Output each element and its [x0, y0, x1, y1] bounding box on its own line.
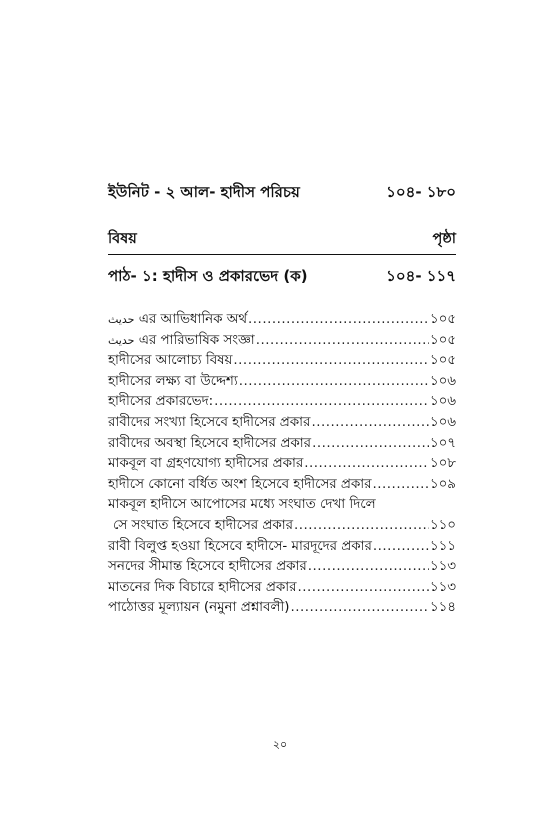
- unit-title: ইউনিট - ২ আল- হাদীস পরিচয়: [108, 183, 300, 201]
- toc-entry-page: ১০৬: [429, 394, 456, 410]
- toc-entry-title: রাবীদের অবস্থা হিসেবে হাদীসের প্রকার: [108, 435, 312, 451]
- dot-leader: [373, 539, 429, 554]
- toc-entry-continuation: [108, 515, 456, 536]
- dot-leader: [373, 477, 429, 492]
- toc-entry: [108, 556, 456, 577]
- toc-entry-title: মাকবূল হাদীসে আপোসের মধ্যে সংঘাত দেখা দিলে: [108, 497, 376, 513]
- toc-entry-title: হাদীসে কোনো বর্ধিত অংশ হিসেবে হাদীসের প্রকার: [108, 476, 372, 492]
- toc-entry: [108, 453, 456, 474]
- toc-entry-title: হাদীসের লক্ষ্য বা উদ্দেশ্য: [108, 373, 238, 389]
- toc-entry-page: ১০৮: [429, 456, 456, 472]
- toc-entry: [108, 597, 456, 618]
- toc-entry-page: ১০৬: [429, 414, 456, 430]
- toc-entry: [108, 350, 456, 371]
- toc-entry-title: حديث এর পারিভাষিক সংজ্ঞা: [108, 332, 255, 348]
- toc-entry-title: রাবীদের সংখ্যা হিসেবে হাদীসের প্রকার: [108, 414, 311, 430]
- toc-entry-page: ১১১: [429, 538, 456, 554]
- toc-entry-title: মাকবূল বা গ্রহণযোগ্য হাদীসের প্রকার: [108, 456, 304, 472]
- dot-leader: [294, 518, 429, 533]
- toc-entry-page: ১০৯: [429, 476, 456, 492]
- dot-leader: [256, 333, 429, 348]
- toc-entry-title: পাঠোত্তর মূল্যায়ন (নমুনা প্রশ্নাবলী): [108, 600, 290, 616]
- toc-entry-page: ১০৬: [429, 373, 456, 389]
- toc-entry: [108, 371, 456, 392]
- dot-leader: [214, 394, 429, 409]
- dot-leader: [304, 456, 429, 471]
- toc-entry-page: ১১০: [429, 517, 456, 533]
- toc-entry-title: রাবী বিলুপ্ত হওয়া হিসেবে হাদীসে- মারদূদের প্রকার: [108, 538, 372, 554]
- lesson-title: পাঠ- ১: হাদীস ও প্রকারভেদ (ক): [108, 267, 308, 285]
- unit-heading: [108, 181, 456, 206]
- table-of-contents: [108, 309, 456, 618]
- lesson-heading: [108, 265, 456, 290]
- unit-page-range: ১০৪- ১৮০: [386, 183, 456, 201]
- toc-entry-title: মাতনের দিক বিচারে হাদীসের প্রকার: [108, 579, 297, 595]
- dot-leader: [233, 353, 428, 368]
- arabic-term: حديث: [108, 313, 135, 326]
- toc-entry-title: হাদীসের আলোচ্য বিষয়: [108, 353, 233, 369]
- toc-entry-page: ১০৫: [429, 312, 456, 327]
- toc-entry-page: ১০৫: [429, 353, 456, 369]
- toc-column-header: [108, 228, 456, 255]
- arabic-term: حديث: [108, 333, 135, 347]
- dot-leader: [298, 580, 429, 595]
- dot-leader: [291, 600, 429, 615]
- page-header: পৃষ্ঠা: [432, 231, 456, 247]
- dot-leader: [239, 374, 429, 389]
- toc-entry-title: সনদের সীমান্ত হিসেবে হাদীসের প্রকার: [108, 559, 307, 575]
- toc-entry: [108, 494, 456, 515]
- toc-entry-page: ১১৩: [429, 559, 456, 575]
- page-number: ২০: [272, 738, 288, 751]
- toc-entry-page: ১০৭: [429, 435, 456, 451]
- toc-entry: [108, 412, 456, 433]
- toc-entry-title: حديث এর আভিধানিক অর্থ: [108, 312, 248, 327]
- subject-header: বিষয়: [108, 231, 137, 247]
- dot-leader: [308, 559, 429, 574]
- dot-leader: [311, 415, 428, 430]
- dot-leader: [312, 436, 429, 451]
- toc-entry: [108, 536, 456, 557]
- toc-entry: [108, 309, 456, 330]
- dot-leader: [248, 312, 429, 327]
- lesson-page-range: ১০৪- ১১৭: [386, 267, 456, 285]
- toc-entry-title-continued: সে সংঘাত হিসেবে হাদীসের প্রকার: [113, 517, 294, 533]
- toc-entry-page: ১০৫: [429, 332, 456, 348]
- toc-entry: [108, 577, 456, 598]
- toc-entry: [108, 391, 456, 412]
- toc-entry-title: হাদীসের প্রকারভেদ:: [108, 394, 214, 410]
- toc-entry: [108, 433, 456, 454]
- toc-entry: [108, 474, 456, 495]
- toc-entry-page: ১১৩: [429, 579, 456, 595]
- toc-entry: [108, 330, 456, 351]
- toc-entry-page: ১১৪: [429, 600, 456, 616]
